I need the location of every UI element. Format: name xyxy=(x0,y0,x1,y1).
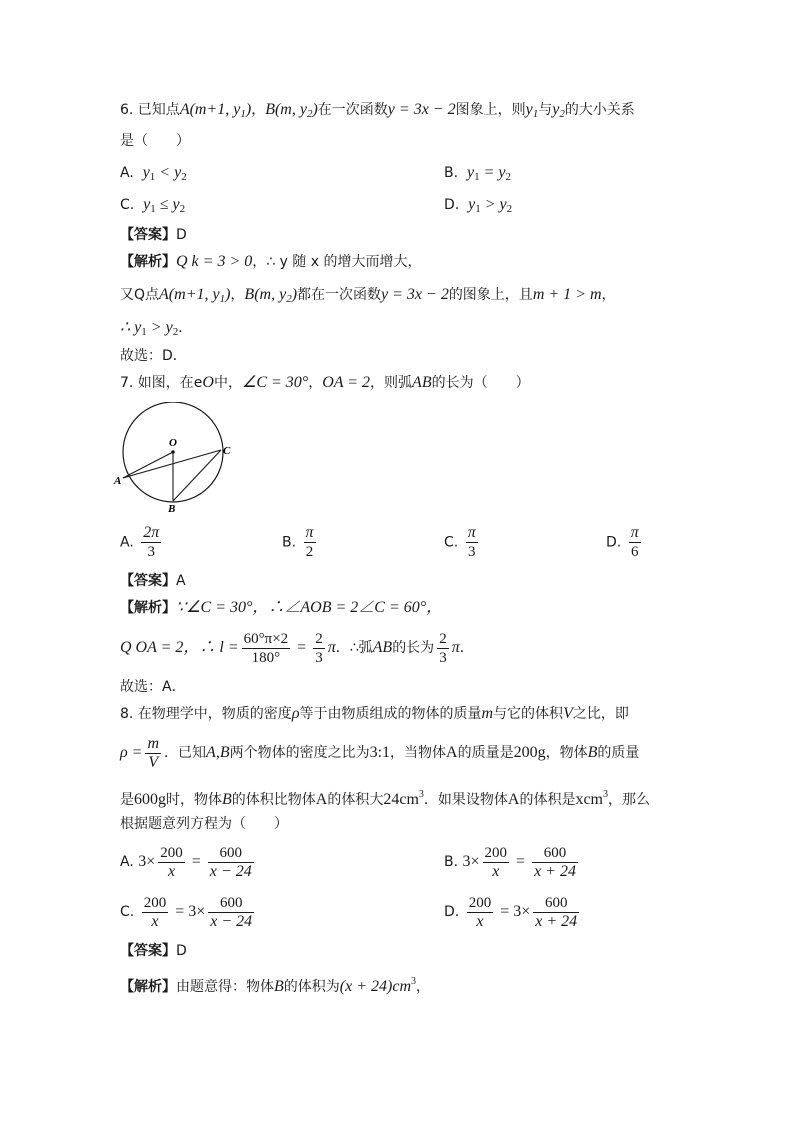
q6-function: y = 3x − 2 xyxy=(387,101,456,118)
q7-option-c[interactable]: C. $\frac{\pi}{3}$ xyxy=(444,524,476,560)
label-b: B xyxy=(168,503,176,514)
center-point xyxy=(171,450,175,454)
q6-option-b[interactable]: B. $y_1 = y_2$ xyxy=(444,164,511,183)
q6-stem-line2: 是（ ） xyxy=(120,133,190,149)
q6-y2: $y_2$ xyxy=(552,101,565,120)
q8-answer: 【答案】D xyxy=(120,943,187,959)
q7-circle-figure xyxy=(110,402,240,514)
q6-stem-line1: 6. 已知点A(m+1, $y_1$)，B(m, $y_2$)在一次函数y = 3x − 2图象上，则$y_1$与$y_2$的大小关系 xyxy=(120,101,635,120)
q8-stem-line2: ρ = $\frac{m}{V}$ ．已知A,B两个物体的密度之比为3:1，当物体A的质量是200g，物体B的质量 xyxy=(120,734,640,771)
q8-option-a[interactable]: A. 3× $\frac{200}{x}$ = $\frac{600}{x - 24}$ xyxy=(120,844,252,880)
q7-answer: 【答案】A xyxy=(120,573,186,589)
q6-point-b: B(m, $y_2$) xyxy=(265,101,318,120)
q6-option-d[interactable]: D. $y_1 > y_2$ xyxy=(444,196,513,215)
q6-analysis-line2: 又Q点A(m+1, $y_1$)，B(m, $y_2$)都在一次函数y = 3x − 2的图象上，且m + 1 > m， xyxy=(120,286,616,305)
q7-option-b[interactable]: B. $\frac{\pi}{2}$ xyxy=(282,524,314,560)
q8-stem-line4: 根据题意列方程为（ ） xyxy=(120,816,288,832)
q8-option-d[interactable]: D. $\frac{200}{x}$ = 3× $\frac{600}{x + 24}$ xyxy=(444,894,578,930)
q7-analysis-line1: 【解析】∵∠C = 30°，∴∠AOB = 2∠C = 60°， xyxy=(120,599,443,616)
q6-answer: 【答案】D xyxy=(120,227,187,243)
label-o: O xyxy=(169,437,177,449)
label-a: A xyxy=(114,475,122,487)
label-c: C xyxy=(223,445,231,457)
q8-stem-line1: 8. 在物理学中，物质的密度ρ等于由物质组成的物体的质量m与它的体积V之比，即 xyxy=(120,705,629,722)
q8-option-c[interactable]: C. $\frac{200}{x}$ = 3× $\frac{600}{x - 24}$ xyxy=(120,894,253,930)
q8-stem-line3: 是600g时，物体B的体积比物体A的体积大$24cm^3$．如果设物体A的体积是xcm$^3$，那么 xyxy=(120,789,650,808)
q6-option-a[interactable]: A. $y_1 < y_2$ xyxy=(120,164,187,183)
q6-stem-text: 6. 已知点 xyxy=(120,102,180,118)
q6-analysis-line3: ∴ $y_1 > y_2$． xyxy=(120,319,193,338)
q7-conclusion: 故选：A． xyxy=(120,679,186,695)
q7-option-a[interactable]: A. $\frac{2\pi}{3}$ xyxy=(120,524,160,560)
segment-bc xyxy=(173,450,221,501)
segment-oa xyxy=(123,452,173,478)
q7-stem: 7. 如图，在eO中，∠C = 30°，OA = 2，则弧AB的长为（ ） xyxy=(120,374,530,391)
q6-option-c[interactable]: C. $y_1 \le y_2$ xyxy=(120,196,186,215)
segment-ac xyxy=(123,450,221,478)
q7-option-d[interactable]: D. $\frac{\pi}{6}$ xyxy=(606,524,639,560)
q6-conclusion: 故选：D． xyxy=(120,348,187,364)
q6-y1: $y_1$ xyxy=(525,101,539,120)
q7-analysis-line2: Q OA = 2，∴ l = $\frac{60^\circ\pi\times 2}{180^\circ}$ = $\frac{2}{3}$ π．∴弧AB的长为 $\frac{2}{3}$ π． xyxy=(120,630,474,666)
q8-analysis-line1: 【解析】由题意得：物体B的体积为$(x + 24)cm^3$， xyxy=(120,976,430,995)
q6-point-a: A(m+1, $y_1$) xyxy=(179,101,252,120)
q8-option-b[interactable]: B. 3× $\frac{200}{x}$ = $\frac{600}{x + 24}$ xyxy=(444,844,576,880)
q6-analysis-line1: 【解析】Q k = 3 > 0，∴ y 随 x 的增大而增大， xyxy=(120,253,422,270)
